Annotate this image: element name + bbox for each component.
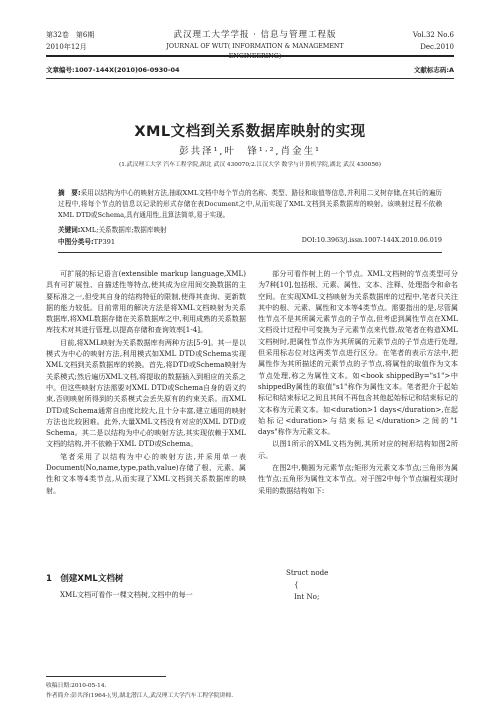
journal-title-en: JOURNAL OF WUT( INFORMATION & MANAGEMENT ENGINEERING) bbox=[166, 43, 344, 60]
section-first-line: XML文档可看作一棵文档树,文档中的每一 bbox=[60, 590, 193, 599]
abstract-rule bbox=[58, 252, 442, 253]
doi: DOI:10.3963/j.issn.1007-144X.2010.06.019 bbox=[301, 236, 442, 244]
clc-label: 中图分类号: bbox=[58, 238, 94, 246]
code-line: Int No; bbox=[294, 592, 320, 601]
author-affiliation: (1.武汉理工大学 汽车工程学院,湖北 武汉 430070;2.江汉大学 数学与计算机学院,湖北 武汉 430056) bbox=[118, 162, 382, 168]
left-column bbox=[46, 268, 246, 497]
code-line: Struct node bbox=[286, 568, 329, 577]
volume-issue-cn: 第32卷 第6期 bbox=[46, 31, 95, 39]
code-line: { bbox=[294, 580, 299, 589]
keywords-text: XML;关系数据库;数据库映射 bbox=[80, 226, 167, 234]
paper-title: XML文档到关系数据库映射的实现 bbox=[134, 124, 366, 140]
footnote-author: 作者简介:彭共泽(1964-),男,湖北潜江人,武汉理工大学汽车工程学院讲师. bbox=[46, 693, 234, 699]
section-heading: 1 创建XML文档树 bbox=[46, 574, 124, 584]
paragraph: 目前,将XML映射为关系数据库有两种方法[5-9]。其一是以模式为中心的映射方法,利用模式如XML DTD或Schema实现XML文档到关系数据库的转换。首先,将DTD或Schema映射为关系模式;然后遍历XML文档,将提取的数据插入到相应的关系之中。但这些映射方法需要对XML DTD或Schema自身的语义约束,否则映射所得到的关系模式会丢失原有的约束关系。而XML DTD或Schema通常自由度比较大,且十分丰富,建立通用的映射方法也比较困难。此外,大量XML文档没有对应的XML DTD或Schema。其二是以结构为中心的映射方法,其实现依赖于XML文档的结构,并不依赖于XML DTD或Schema。 bbox=[46, 337, 246, 449]
footnote-received: 收稿日期:2010-05-14. bbox=[46, 683, 107, 689]
article-number: 文章编号:1007-144X(2010)06-0930-04 bbox=[46, 66, 180, 74]
classification-number bbox=[58, 236, 115, 246]
right-column bbox=[258, 268, 458, 497]
date-en: Dec.2010 bbox=[420, 43, 454, 51]
paragraph: 笔者采用了以结构为中心的映射方法,并采用单一表Document(No,name,type,path,value)存储了根、元素、属性和文本等4类节点,从而实现了XML文档到关系数据库的映射。 bbox=[46, 451, 246, 495]
paper-authors: 彭共泽¹,叶 锋¹·²,肖金生¹ bbox=[179, 146, 321, 157]
abstract-text: 采用以结构为中心的映射方法,抽取XML文档中每个节点的名称、类型、路径和取值等信息,并利用二叉树存储,在其后的遍历过程中,将每个节点的信息以记录的形式存储在表Document之中,从而实现了XML文档到关系数据库的映射。该映射过程不依赖XML DTD或Schema,具有通用性,且算法简单,易于实现。 bbox=[58, 189, 442, 219]
abstract-label: 摘 要: bbox=[58, 189, 81, 197]
abstract bbox=[58, 188, 442, 221]
journal-title-cn: 武汉理工大学学报 · 信息与管理工程版 bbox=[173, 30, 337, 40]
document-code: 文献标志码:A bbox=[413, 66, 454, 74]
meta-rule bbox=[46, 78, 454, 79]
keywords-label: 关键词: bbox=[58, 226, 81, 234]
paragraph: 可扩展的标记语言(extensible markup language,XML)具有可扩展性、自描述性等特点,使其成为应用间交换数据的主要标准之一,但受其自身的结构特征的限制,使得其查询、更新数据的能力较低。目前常用的解决方法是将XML文档映射为关系数据库,将XML数据存储在关系数据库之中,利用成熟的关系数据库技术对其进行管理,以提高存储和查询效率[1-4]。 bbox=[46, 269, 246, 335]
paragraph: 部分可看作树上的一个节点。XML文档树的节点类型可分为7种[10],包括根、元素、属性、文本、注释、处理指令和命名空间。在实现XML文档映射为关系数据库的过程中,笔者只关注其中的根、元素、属性和文本等4类节点。需要指出的是,尽管属性节点不是其所属元素节点的子节点,但考虑到属性节点在XML文档设计过程中可变换为子元素节点来代替,故笔者在构造XML文档树时,把属性节点作为其所属的元素节点的子节点进行处理,但采用标志位对这两类节点进行区分。在笔者的表示方法中,把属性作为其所描述的元素节点的子节点,将属性的取值作为文本节点处理,称之为属性文本。如<book shippedBy="s1">中shippedBy属性的取值"s1"称作为属性文本。笔者把介于起始标记和结束标记之间且其间不再包含其他起始标记和结束标记的文本称为元素文本。如<duration>1 days</duration>,在起始标记<duration>与结束标记</duration>之间的"1 days"称作为元素文本。 bbox=[258, 269, 458, 437]
keywords bbox=[58, 224, 167, 234]
footnote-rule bbox=[46, 676, 166, 677]
code-block bbox=[286, 567, 328, 603]
paragraph: 在图2中,椭圆为元素节点;矩形为元素文本节点;三角形为属性节点;五角形为属性文本节点。对于图2中每个节点编程实现时采用的数据结构如下: bbox=[258, 463, 458, 495]
header-rule bbox=[46, 55, 454, 57]
clc-text: TP391 bbox=[93, 238, 116, 246]
volume-issue-en: Vol.32 No.6 bbox=[412, 31, 454, 39]
paragraph: 以图1所示的XML文档为例,其所对应的树形结构如图2所示。 bbox=[258, 439, 458, 460]
date-cn: 2010年12月 bbox=[46, 43, 87, 51]
